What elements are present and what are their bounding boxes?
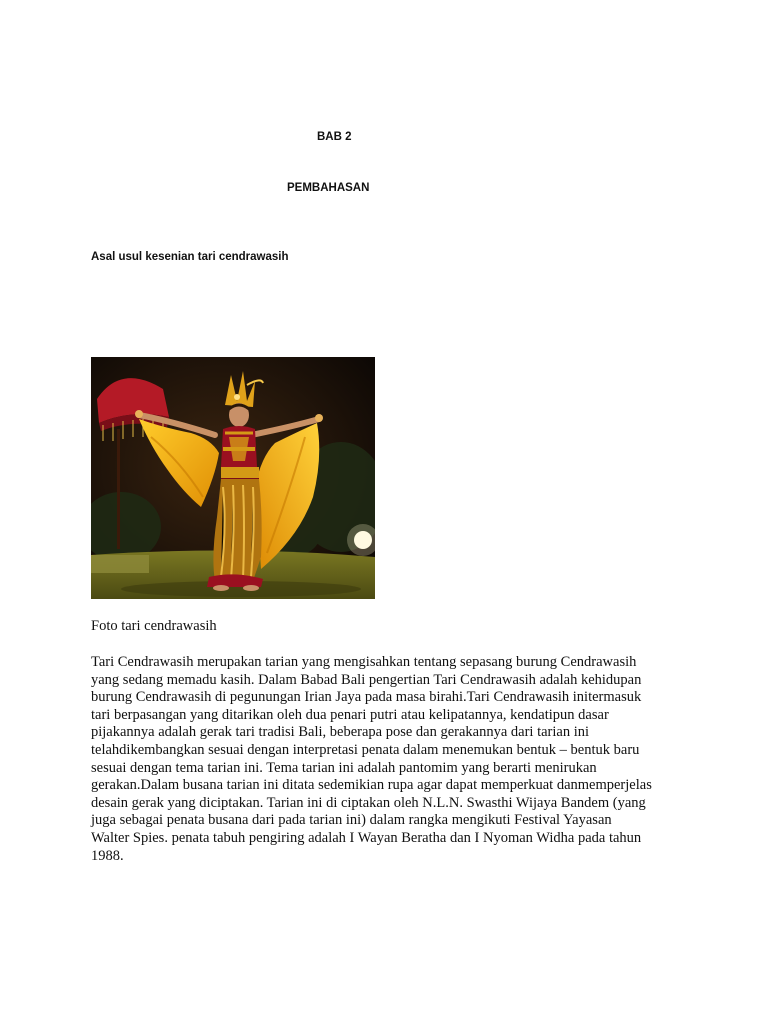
dancer-photo bbox=[91, 357, 375, 599]
paragraph-line: 1988. bbox=[91, 847, 124, 864]
subsection-heading: Asal usul kesenian tari cendrawasih bbox=[91, 251, 289, 263]
photo-caption: Foto tari cendrawasih bbox=[91, 618, 217, 634]
paragraph-line: Tari Cendrawasih merupakan tarian yang mengisahkan tentang sepasang burung Cendrawasih bbox=[91, 654, 637, 670]
paragraph-line: desain gerak yang diciptakan. Tarian ini di ciptakan oleh N.L.N. Swasthi Wijaya Bandem (yang bbox=[91, 794, 646, 811]
paragraph-line: burung Cendrawasih di pegunungan Irian Jaya pada masa birahi.Tari Cendrawasih initermasuk bbox=[91, 689, 642, 706]
chapter-heading: BAB 2 bbox=[317, 131, 352, 143]
paragraph-line: juga sebagai penata busana dari pada tarian ini) dalam rangka mengikuti Festival Yayasan bbox=[91, 812, 612, 829]
dancer-photo-illustration bbox=[91, 357, 375, 599]
paragraph-line: tari berpasangan yang ditarikan oleh dua penari putri atau kelipatannya, kendatipun dasar bbox=[91, 706, 609, 723]
paragraph-line: Walter Spies. penata tabuh pengiring adalah I Wayan Beratha dan I Nyoman Widha pada tahun bbox=[91, 829, 642, 846]
paragraph-line: yang sedang memadu kasih. Dalam Babad Bali pengertian Tari Cendrawasih adalah kehidupan bbox=[91, 671, 642, 688]
body-paragraph bbox=[91, 654, 691, 865]
paragraph-line: gerakan.Dalam busana tarian ini ditata sedemikian rupa agar dapat memperkuat danmemperjelas bbox=[91, 777, 652, 794]
paragraph-line: pijakannya adalah gerak tari tradisi Bali, beberapa pose dan gerakannya dari tarian ini bbox=[91, 724, 590, 741]
section-heading: PEMBAHASAN bbox=[287, 182, 370, 194]
paragraph-line: sesuai dengan tema tarian ini. Tema tarian ini adalah pantomim yang berarti menirukan bbox=[91, 759, 597, 776]
paragraph-line: telahdikembangkan sesuai dengan interpretasi penata dalam menemukan bentuk – bentuk baru bbox=[91, 741, 640, 758]
